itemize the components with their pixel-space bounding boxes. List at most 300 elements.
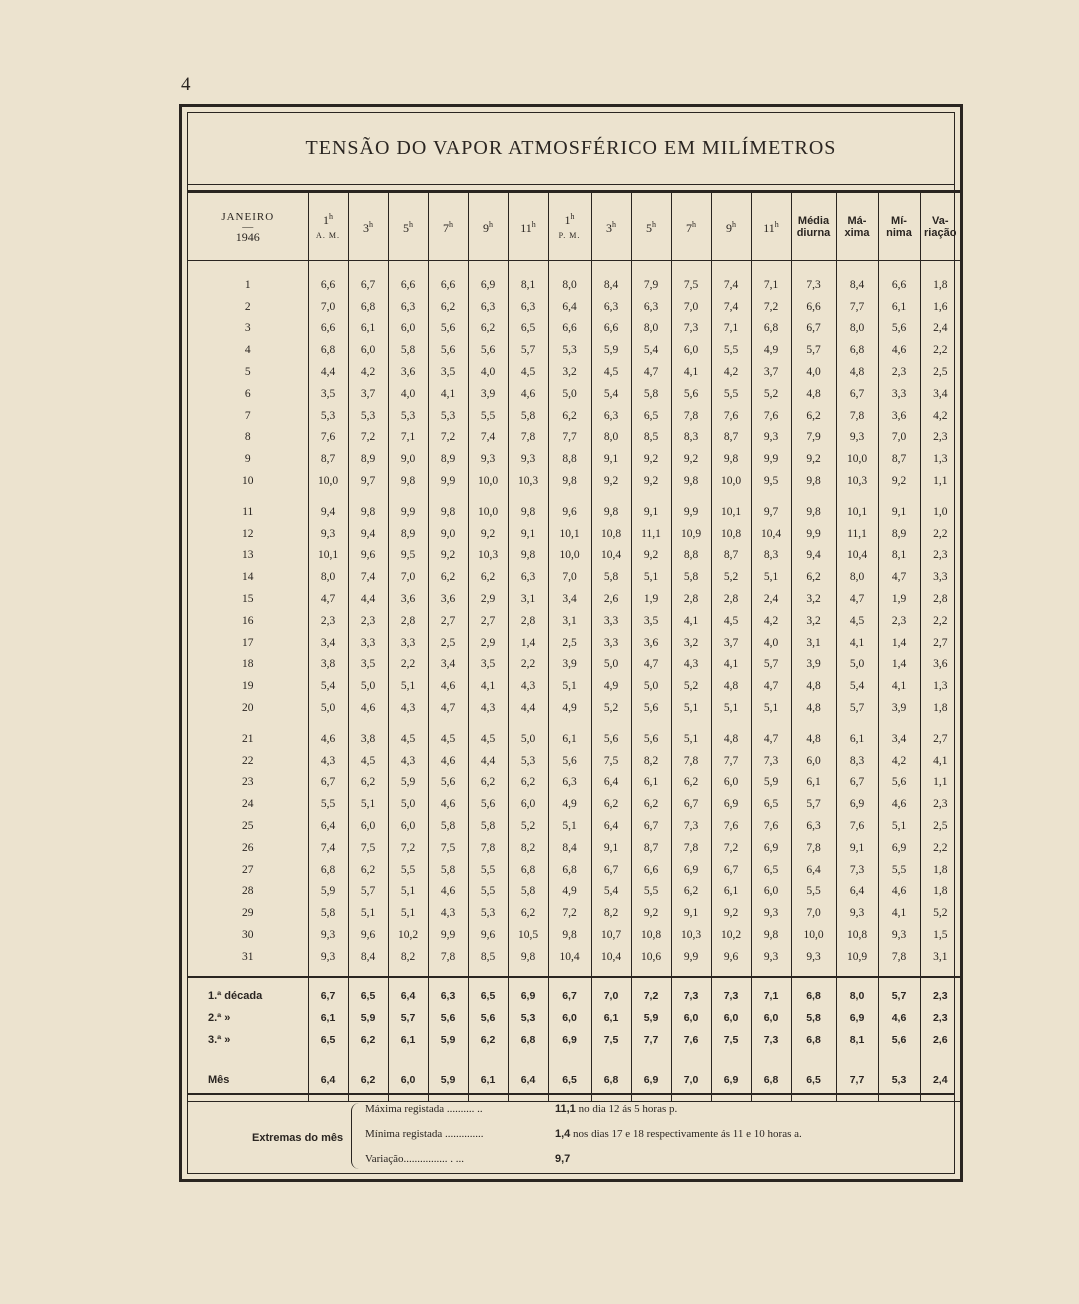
table-cell: 6,3 [548,772,591,794]
table-cell: 4,7 [751,675,791,697]
row-label: 9 [244,453,251,466]
table-cell: 4,5 [468,728,508,750]
table-cell: 10,3 [671,924,711,946]
table-cell: 5,6 [878,1029,920,1051]
table-cell: 6,7 [308,985,348,1007]
table-cell: 3,1 [548,610,591,632]
table-cell: 6,6 [631,859,671,881]
table-cell: 2,4 [920,1069,960,1091]
header-hour-11am: 11$^h$ [508,192,548,261]
row-label: 8 [244,431,251,444]
table-cell: 10,4 [591,545,631,567]
table-cell: 5,4 [308,675,348,697]
table-cell: 7,0 [791,902,836,924]
table-cell: 11,1 [631,523,671,545]
table-cell: 8,4 [836,274,878,296]
table-cell: 6,5 [751,859,791,881]
table-cell: 9,8 [428,501,468,523]
table-row [188,654,960,676]
table-cell: 5,0 [591,654,631,676]
table-cell: 6,3 [428,985,468,1007]
table-cell: 5,1 [751,566,791,588]
table-cell: 7,9 [631,274,671,296]
table-cell: 4,7 [878,566,920,588]
table-cell: 9,3 [836,427,878,449]
table-cell: 7,8 [671,750,711,772]
decade-summary-row [188,1007,960,1029]
table-cell: 6,8 [751,318,791,340]
table-cell: 5,3 [508,1007,548,1029]
table-cell: 5,1 [711,697,751,719]
table-cell: 2,4 [920,318,960,340]
table-cell: 1,1 [920,772,960,794]
table-cell: 6,3 [388,296,428,318]
table-cell: 5,9 [591,339,631,361]
table-cell: 6,4 [308,815,348,837]
table-cell: 6,2 [428,296,468,318]
table-cell: 7,1 [751,985,791,1007]
table-cell: 5,3 [428,405,468,427]
table-cell: 9,6 [711,946,751,968]
table-cell: 3,9 [548,654,591,676]
table-cell: 7,6 [671,1029,711,1051]
table-cell: 6,7 [348,274,388,296]
table-cell: 10,4 [591,946,631,968]
table-cell: 9,8 [508,946,548,968]
table-cell: 9,2 [591,470,631,492]
table-cell: 2,3 [878,361,920,383]
table-cell: 7,0 [878,427,920,449]
table-cell: 6,6 [308,318,348,340]
table-cell: 3,3 [920,566,960,588]
table-cell: 4,7 [751,728,791,750]
table-cell: 8,4 [548,837,591,859]
table-cell: 6,9 [548,1029,591,1051]
table-cell: 2,3 [308,610,348,632]
table-cell: 4,7 [428,697,468,719]
table-cell: 6,7 [836,383,878,405]
table-cell: 4,3 [671,654,711,676]
row-label: 29 [242,907,254,920]
table-cell: 4,9 [548,697,591,719]
table-cell: 6,0 [711,1007,751,1029]
table-cell: 7,7 [548,427,591,449]
table-cell: 8,9 [428,448,468,470]
row-label: 10 [242,475,254,488]
table-cell: 3,6 [920,654,960,676]
row-label: 11 [242,505,254,518]
table-cell: 7,6 [711,815,751,837]
table-cell: 10,0 [468,470,508,492]
spacer-row [188,492,960,501]
row-label: 14 [242,571,254,584]
table-row [188,697,960,719]
table-cell: 4,1 [878,902,920,924]
table-cell: 3,2 [548,361,591,383]
table-cell: 8,0 [591,427,631,449]
row-label: 16 [242,614,254,627]
row-label: 27 [242,863,254,876]
table-cell: 8,7 [711,427,751,449]
spacer-row [188,977,960,985]
table-row [188,318,960,340]
table-cell: 3,5 [348,654,388,676]
table-cell: 8,0 [836,318,878,340]
header-hour-1am: 1$^h$ A. M. [308,192,348,261]
table-cell: 4,8 [836,361,878,383]
table-cell: 9,6 [348,545,388,567]
table-cell: 9,1 [508,523,548,545]
table-cell: 8,3 [836,750,878,772]
header-hour-11pm: 11$^h$ [751,192,791,261]
header-hour-9pm: 9$^h$ [711,192,751,261]
table-cell: 6,0 [548,1007,591,1029]
table-cell: 5,1 [348,902,388,924]
table-cell: 4,3 [388,697,428,719]
table-cell: 9,6 [468,924,508,946]
table-cell: 4,2 [920,405,960,427]
extreme-var-row [365,1151,571,1167]
table-cell: 6,9 [711,1069,751,1091]
table-cell: 6,7 [671,793,711,815]
table-cell: 6,0 [388,318,428,340]
table-cell: 6,2 [468,772,508,794]
table-cell: 5,2 [751,383,791,405]
table-cell: 9,2 [631,902,671,924]
table-cell: 10,3 [508,470,548,492]
table-cell: 6,2 [468,318,508,340]
table-cell: 5,9 [348,1007,388,1029]
table-cell: 6,9 [836,1007,878,1029]
table-cell: 4,5 [428,728,468,750]
table-cell: 9,5 [751,470,791,492]
table-cell: 4,6 [308,728,348,750]
table-cell: 2,7 [920,728,960,750]
table-cell: 5,7 [878,985,920,1007]
table-cell: 6,4 [836,881,878,903]
table-cell: 4,8 [711,728,751,750]
table-cell: 5,6 [548,750,591,772]
row-label: 7 [244,409,251,422]
table-cell: 6,2 [791,405,836,427]
table-cell: 8,7 [711,545,751,567]
table-cell: 3,2 [791,588,836,610]
table-cell: 1,9 [878,588,920,610]
table-cell: 10,0 [836,448,878,470]
table-cell: 5,0 [508,728,548,750]
table-cell: 8,9 [388,523,428,545]
row-label: 13 [242,549,254,562]
table-cell: 6,6 [548,318,591,340]
table-cell: 5,1 [751,697,791,719]
table-row [188,946,960,968]
table-cell: 2,6 [591,588,631,610]
table-cell: 9,3 [791,946,836,968]
table-cell: 6,2 [428,566,468,588]
table-cell: 5,6 [468,339,508,361]
spacer-row [188,261,960,275]
spacer-row [188,968,960,977]
table-cell: 5,5 [791,881,836,903]
table-cell: 5,4 [591,881,631,903]
row-label: 4 [244,344,251,357]
table-cell: 11,1 [836,523,878,545]
row-label: 18 [242,658,254,671]
table-cell: 6,0 [751,1007,791,1029]
table-cell: 4,1 [428,383,468,405]
table-cell: 5,6 [428,318,468,340]
table-cell: 7,3 [671,985,711,1007]
table-cell: 3,7 [348,383,388,405]
table-cell: 6,2 [348,772,388,794]
table-cell: 7,8 [671,405,711,427]
table-cell: 5,2 [711,566,751,588]
table-cell: 3,6 [631,632,671,654]
table-cell: 9,8 [508,545,548,567]
table-cell: 3,9 [878,697,920,719]
table-row [188,501,960,523]
table-row [188,793,960,815]
header-month-year [188,192,308,261]
header-hour-3am: 3$^h$ [348,192,388,261]
table-cell: 10,0 [308,470,348,492]
table-cell: 2,5 [920,815,960,837]
table-cell: 6,4 [508,1069,548,1091]
row-label: 30 [242,929,254,941]
table-cell: 4,5 [508,361,548,383]
table-cell: 6,1 [836,728,878,750]
table-cell: 6,8 [508,1029,548,1051]
table-cell: 7,0 [388,566,428,588]
table-cell: 8,2 [631,750,671,772]
table-row [188,545,960,567]
extreme-min-row [365,1126,802,1142]
table-cell: 8,8 [548,448,591,470]
table-cell: 4,4 [468,750,508,772]
table-cell: 8,7 [308,448,348,470]
table-cell: 2,3 [920,545,960,567]
table-row [188,274,960,296]
extreme-max-label: Máxima registada .......... .. [365,1103,483,1115]
table-cell: 9,4 [791,545,836,567]
table-cell: 7,0 [591,985,631,1007]
table-cell: 2,3 [878,610,920,632]
table-row [188,772,960,794]
row-label: Mês [208,1073,230,1086]
table-cell: 5,1 [388,902,428,924]
table-cell: 10,2 [711,924,751,946]
table-row [188,448,960,470]
table-cell: 4,6 [508,383,548,405]
table-cell: 6,2 [348,859,388,881]
table-cell: 10,1 [836,501,878,523]
table-cell: 6,5 [468,985,508,1007]
table-cell: 8,3 [671,427,711,449]
table-cell: 5,9 [428,1029,468,1051]
table-cell: 1,8 [920,274,960,296]
table-cell: 8,4 [591,274,631,296]
table-cell: 10,0 [548,545,591,567]
table-cell: 5,1 [671,697,711,719]
table-cell: 3,1 [920,946,960,968]
table-cell: 5,8 [508,405,548,427]
table-cell: 5,3 [348,405,388,427]
table-cell: 6,1 [591,1007,631,1029]
month-summary-row [188,1069,960,1091]
table-cell: 3,9 [791,654,836,676]
table-cell: 7,8 [791,837,836,859]
table-cell: 4,5 [836,610,878,632]
table-row [188,750,960,772]
table-cell: 9,9 [428,924,468,946]
table-cell: 2,7 [468,610,508,632]
table-cell: 10,8 [591,523,631,545]
table-cell: 3,6 [388,361,428,383]
table-row [188,881,960,903]
row-label: 2 [244,300,251,313]
table-cell: 5,0 [388,793,428,815]
table-cell: 5,5 [878,859,920,881]
table-cell: 5,9 [751,772,791,794]
table-cell: 9,1 [671,902,711,924]
table-cell: 3,6 [388,588,428,610]
table-cell: 4,6 [428,675,468,697]
table-cell: 6,1 [348,318,388,340]
table-cell: 5,3 [548,339,591,361]
table-cell: 7,3 [751,1029,791,1051]
table-cell: 8,5 [631,427,671,449]
table-frame [179,104,963,1182]
table-cell: 5,5 [631,881,671,903]
header-hour-7am: 7$^h$ [428,192,468,261]
table-cell: 7,0 [671,296,711,318]
table-cell: 7,5 [591,750,631,772]
table-cell: 7,1 [711,318,751,340]
table-cell: 7,5 [348,837,388,859]
table-cell: 9,7 [348,470,388,492]
table-cell: 4,7 [308,588,348,610]
table-cell: 5,6 [428,772,468,794]
table-cell: 5,7 [348,881,388,903]
table-cell: 8,3 [751,545,791,567]
table-cell: 3,4 [878,728,920,750]
table-cell: 6,0 [348,815,388,837]
table-cell: 3,3 [591,610,631,632]
table-cell: 9,8 [388,470,428,492]
table-cell: 9,3 [308,924,348,946]
table-cell: 6,0 [508,793,548,815]
table-cell: 6,8 [791,1029,836,1051]
row-label: 5 [244,366,251,379]
table-cell: 7,9 [791,427,836,449]
table-cell: 2,2 [508,654,548,676]
table-cell: 6,1 [468,1069,508,1091]
table-cell: 7,2 [751,296,791,318]
table-cell: 5,6 [878,318,920,340]
table-cell: 6,8 [836,339,878,361]
table-cell: 10,1 [548,523,591,545]
table-cell: 6,4 [388,985,428,1007]
table-cell: 2,2 [920,523,960,545]
table-cell: 9,9 [388,501,428,523]
table-cell: 10,4 [548,946,591,968]
table-cell: 6,0 [388,1069,428,1091]
row-label: 25 [242,820,254,833]
table-cell: 10,1 [308,545,348,567]
table-cell: 8,0 [631,318,671,340]
table-cell: 2,8 [711,588,751,610]
table-cell: 9,8 [791,501,836,523]
table-cell: 4,7 [631,361,671,383]
table-cell: 4,1 [671,610,711,632]
table-cell: 6,6 [591,318,631,340]
table-cell: 6,3 [508,566,548,588]
extreme-var-value: 9,7 [555,1153,571,1165]
row-label: 15 [242,593,254,606]
table-cell: 1,4 [878,654,920,676]
table-cell: 5,1 [388,881,428,903]
extreme-max-row [365,1101,678,1117]
row-label: 17 [242,636,254,649]
table-cell: 6,0 [791,750,836,772]
table-cell: 6,9 [711,793,751,815]
table-cell: 10,0 [711,470,751,492]
table-cell: 5,6 [468,1007,508,1029]
table-cell: 7,3 [671,318,711,340]
table-cell: 5,9 [308,881,348,903]
table-cell: 9,3 [836,902,878,924]
table-cell: 4,8 [791,675,836,697]
table-cell: 2,8 [508,610,548,632]
table-cell: 9,1 [591,448,631,470]
row-label: 12 [242,527,254,540]
table-cell: 4,9 [548,793,591,815]
table-cell: 1,1 [920,470,960,492]
table-cell: 9,2 [711,902,751,924]
table-cell: 2,3 [920,985,960,1007]
table-cell: 4,2 [348,361,388,383]
table-cell: 9,0 [388,448,428,470]
table-cell: 4,7 [631,654,671,676]
table-cell: 6,5 [791,1069,836,1091]
table-cell: 9,3 [308,523,348,545]
table-cell: 6,2 [671,772,711,794]
table-cell: 10,8 [711,523,751,545]
table-cell: 5,1 [548,675,591,697]
table-cell: 5,2 [591,697,631,719]
table-cell: 7,0 [671,1069,711,1091]
decade-summary-row [188,1029,960,1051]
table-cell: 7,3 [671,815,711,837]
table-cell: 9,5 [388,545,428,567]
table-cell: 7,3 [791,274,836,296]
table-cell: 6,9 [878,837,920,859]
table-cell: 6,4 [548,296,591,318]
table-cell: 6,7 [548,985,591,1007]
table-cell: 7,2 [631,985,671,1007]
table-cell: 6,9 [671,859,711,881]
table-cell: 4,8 [791,728,836,750]
row-label: 31 [242,950,254,963]
table-cell: 6,3 [591,296,631,318]
month-extremes [188,1093,954,1181]
table-cell: 8,0 [836,566,878,588]
table-cell: 3,3 [878,383,920,405]
header-maxima: Má- xima [836,192,878,261]
table-row [188,523,960,545]
table-cell: 5,1 [878,815,920,837]
table-cell: 1,0 [920,501,960,523]
